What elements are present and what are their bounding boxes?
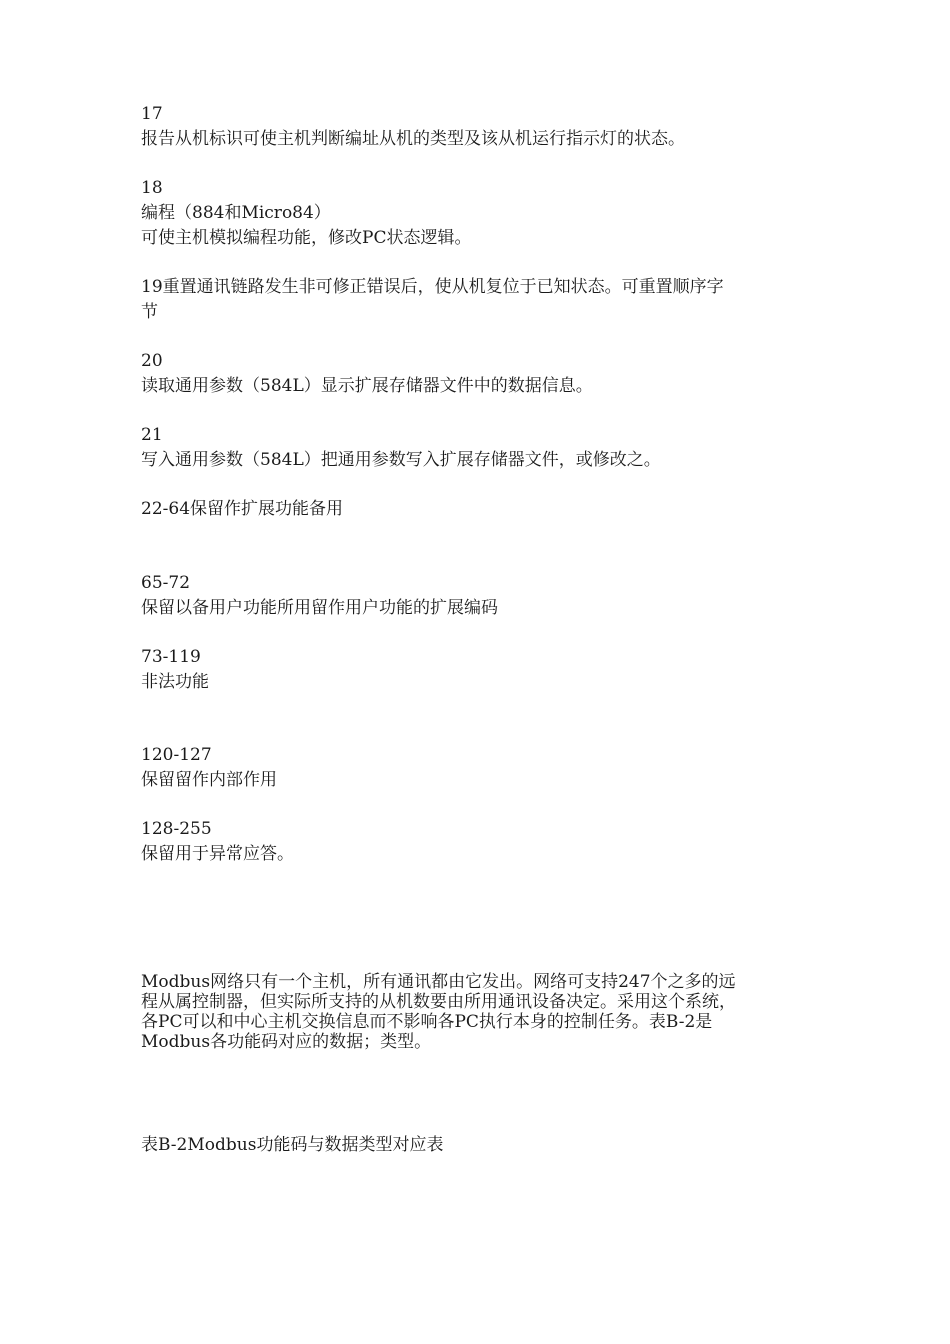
paragraph-line: Modbus网络只有一个主机，所有通讯都由它发出。网络可支持247个之多的远 [141, 972, 736, 992]
function-code-18: 18 [141, 178, 163, 198]
function-code-65-72: 65-72 [141, 573, 191, 593]
function-code-120-127: 120-127 [141, 745, 212, 765]
function-desc-21: 写入通用参数（584L）把通用参数写入扩展存储器文件，或修改之。 [141, 450, 661, 470]
function-title-18: 编程（884和Micro84） [141, 203, 331, 223]
function-desc-22-64: 22-64保留作扩展功能备用 [141, 499, 344, 519]
function-desc-73-119: 非法功能 [141, 672, 209, 692]
table-caption: 表B-2Modbus功能码与数据类型对应表 [141, 1135, 444, 1155]
function-desc-65-72: 保留以备用户功能所用留作用户功能的扩展编码 [141, 598, 498, 618]
function-code-73-119: 73-119 [141, 647, 201, 667]
function-desc-120-127: 保留留作内部作用 [141, 770, 277, 790]
paragraph-line: 各PC可以和中心主机交换信息而不影响各PC执行本身的控制任务。表B-2是 [141, 1012, 713, 1032]
function-desc-17: 报告从机标识可使主机判断编址从机的类型及该从机运行指示灯的状态。 [141, 129, 685, 149]
modbus-network-paragraph [141, 972, 821, 1052]
function-desc-18: 可使主机模拟编程功能，修改PC状态逻辑。 [141, 228, 472, 248]
function-code-20: 20 [141, 351, 163, 371]
function-desc-20: 读取通用参数（584L）显示扩展存储器文件中的数据信息。 [141, 376, 593, 396]
function-code-17: 17 [141, 104, 163, 124]
paragraph-line: 程从属控制器，但实际所支持的从机数要由所用通讯设备决定。采用这个系统， [141, 992, 736, 1012]
function-desc-19-line2: 节 [141, 302, 158, 322]
function-code-21: 21 [141, 425, 163, 445]
paragraph-line: Modbus各功能码对应的数据；类型。 [141, 1032, 432, 1052]
function-code-128-255: 128-255 [141, 819, 212, 839]
function-desc-128-255: 保留用于异常应答。 [141, 844, 294, 864]
function-desc-19-line1: 19重置通讯链路发生非可修正错误后，使从机复位于已知状态。可重置顺序字 [141, 277, 724, 297]
